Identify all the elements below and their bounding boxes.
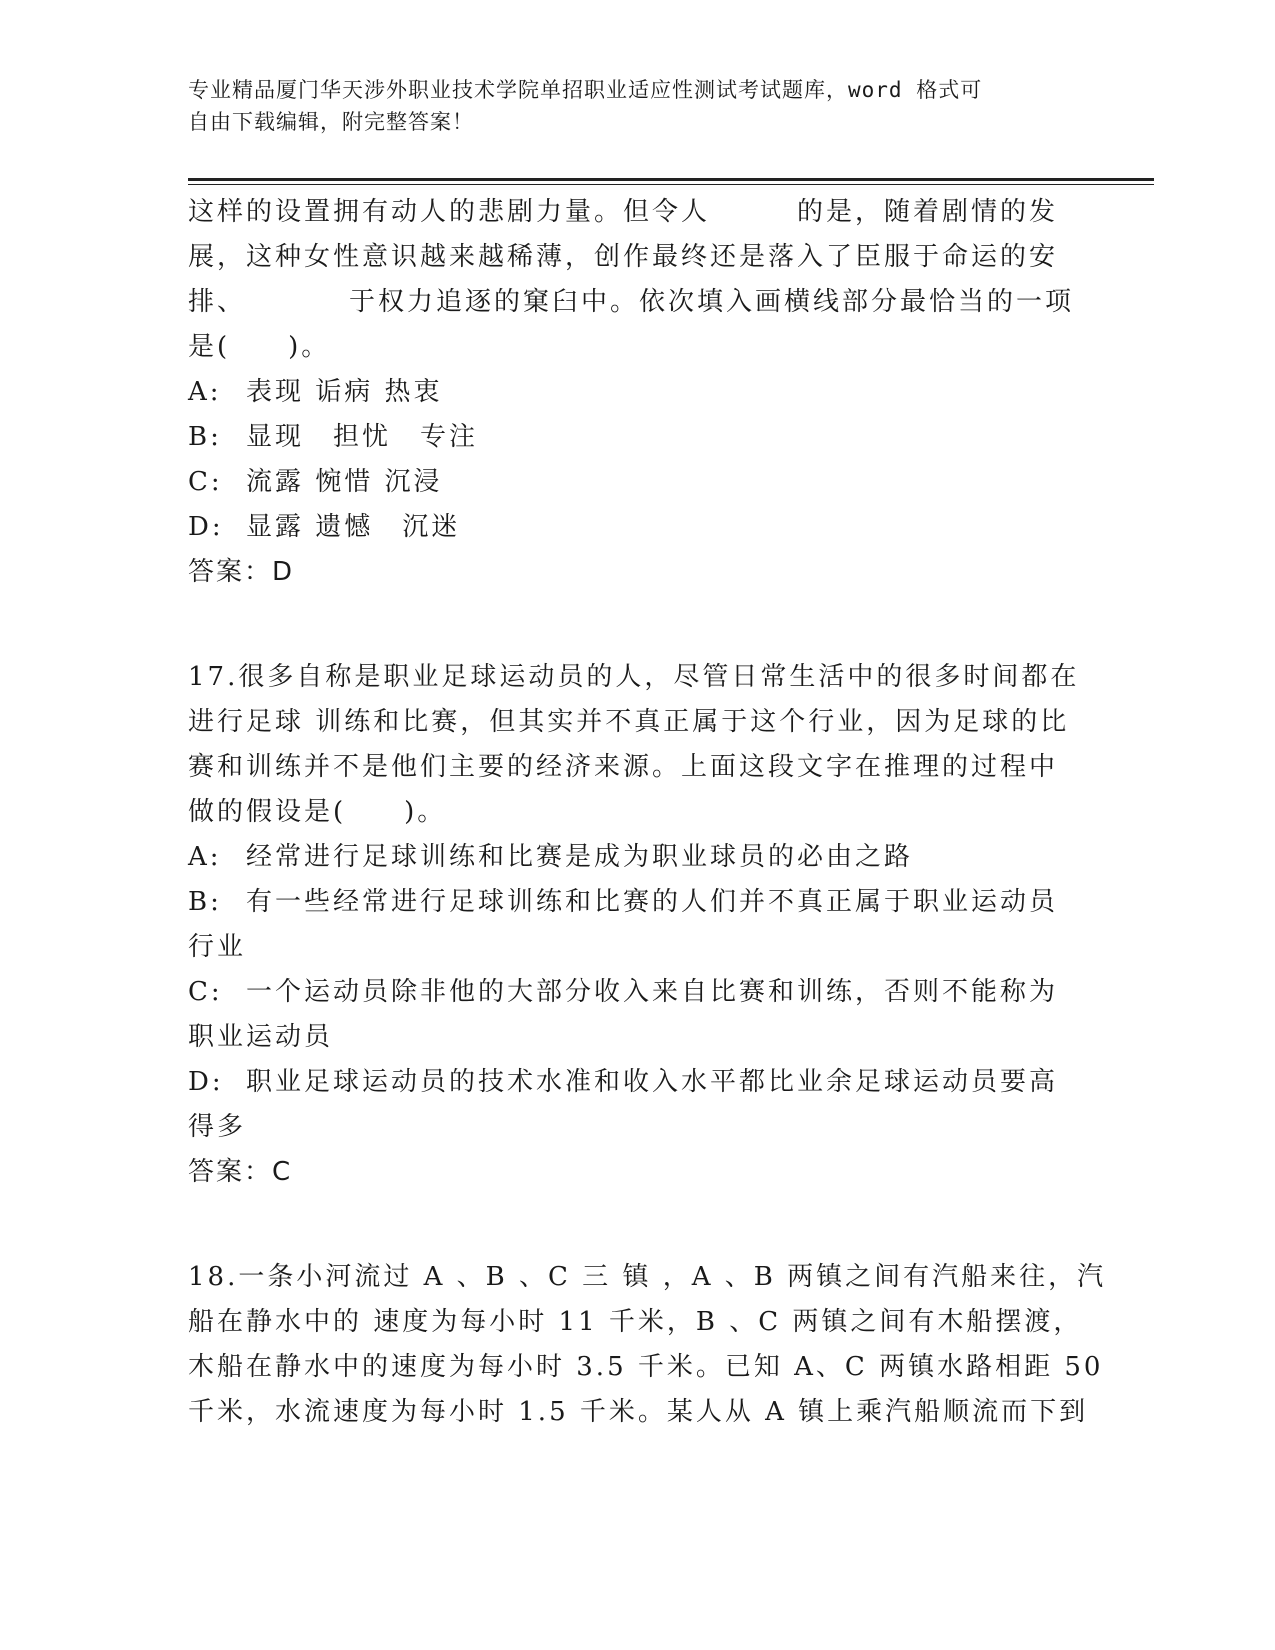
option-continuation: 职业运动员 bbox=[188, 1022, 334, 1052]
option-d bbox=[188, 505, 1088, 550]
option-c bbox=[188, 970, 1088, 1015]
option-letter: B: bbox=[188, 422, 222, 452]
option-letter: A: bbox=[188, 377, 222, 407]
spacer bbox=[188, 1195, 1088, 1255]
option-letter: D: bbox=[188, 512, 224, 542]
question-stem-line: 18.一条小河流过 A 、B 、C 三 镇 ，A 、B 两镇之间有汽船来往，汽 bbox=[188, 1262, 1107, 1292]
option-letter: B: bbox=[188, 887, 222, 917]
option-continuation: 得多 bbox=[188, 1112, 247, 1142]
question-16 bbox=[188, 190, 1088, 595]
option-letter: C: bbox=[188, 467, 223, 497]
option-b bbox=[188, 415, 1088, 460]
header-line-1: 专业精品厦门华天涉外职业技术学院单招职业适应性测试考试题库，word 格式可 bbox=[188, 78, 983, 102]
question-stem-line: 排、 于权力追逐的窠臼中。依次填入画横线部分最恰当的一项 bbox=[188, 287, 1075, 317]
option-text: 经常进行足球训练和比赛是成为职业球员的必由之路 bbox=[246, 842, 914, 872]
header-rule-thick bbox=[188, 178, 1154, 181]
question-stem-line: 展，这种女性意识越来越稀薄，创作最终还是落入了臣服于命运的安 bbox=[188, 242, 1059, 272]
spacer bbox=[188, 595, 1088, 655]
option-text: 显露 遗憾 沉迷 bbox=[246, 512, 461, 542]
answer-label: 答案：C bbox=[188, 1157, 293, 1187]
question-stem-line: 做的假设是( )。 bbox=[188, 797, 447, 827]
question-stem-line: 船在静水中的 速度为每小时 11 千米，B 、C 两镇之间有木船摆渡， bbox=[188, 1307, 1083, 1337]
question-stem-line: 进行足球 训练和比赛，但其实并不真正属于这个行业，因为足球的比 bbox=[188, 707, 1070, 737]
option-c bbox=[188, 460, 1088, 505]
option-d bbox=[188, 1060, 1088, 1105]
option-text: 流露 惋惜 沉浸 bbox=[246, 467, 443, 497]
document-body bbox=[188, 190, 1107, 1435]
page-header bbox=[188, 74, 1068, 138]
question-stem-line: 是( )。 bbox=[188, 332, 331, 362]
option-b bbox=[188, 880, 1088, 925]
option-continuation: 行业 bbox=[188, 932, 247, 962]
question-stem-line: 木船在静水中的速度为每小时 3.5 千米。已知 A、C 两镇水路相距 50 bbox=[188, 1352, 1104, 1382]
header-rule-thin bbox=[188, 184, 1154, 185]
option-text: 显现 担忧 专注 bbox=[246, 422, 479, 452]
header-line-2: 自由下载编辑，附完整答案！ bbox=[188, 110, 474, 134]
question-stem-line: 这样的设置拥有动人的悲剧力量。但令人 的是，随着剧情的发 bbox=[188, 197, 1059, 227]
question-stem-line: 赛和训练并不是他们主要的经济来源。上面这段文字在推理的过程中 bbox=[188, 752, 1059, 782]
option-letter: A: bbox=[188, 842, 222, 872]
option-text: 职业足球运动员的技术水准和收入水平都比业余足球运动员要高 bbox=[246, 1067, 1059, 1097]
question-18 bbox=[188, 1255, 1107, 1435]
option-letter: C: bbox=[188, 977, 223, 1007]
answer-label: 答案：D bbox=[188, 557, 295, 587]
question-stem-line: 17.很多自称是职业足球运动员的人，尽管日常生活中的很多时间都在 bbox=[188, 662, 1080, 692]
option-a bbox=[188, 835, 1088, 880]
option-letter: D: bbox=[188, 1067, 224, 1097]
option-a bbox=[188, 370, 1088, 415]
question-stem-line: 千米，水流速度为每小时 1.5 千米。某人从 A 镇上乘汽船顺流而下到 bbox=[188, 1397, 1089, 1427]
option-text: 一个运动员除非他的大部分收入来自比赛和训练，否则不能称为 bbox=[246, 977, 1059, 1007]
option-text: 表现 诟病 热衷 bbox=[246, 377, 443, 407]
question-17 bbox=[188, 655, 1088, 1195]
option-text: 有一些经常进行足球训练和比赛的人们并不真正属于职业运动员 bbox=[246, 887, 1059, 917]
